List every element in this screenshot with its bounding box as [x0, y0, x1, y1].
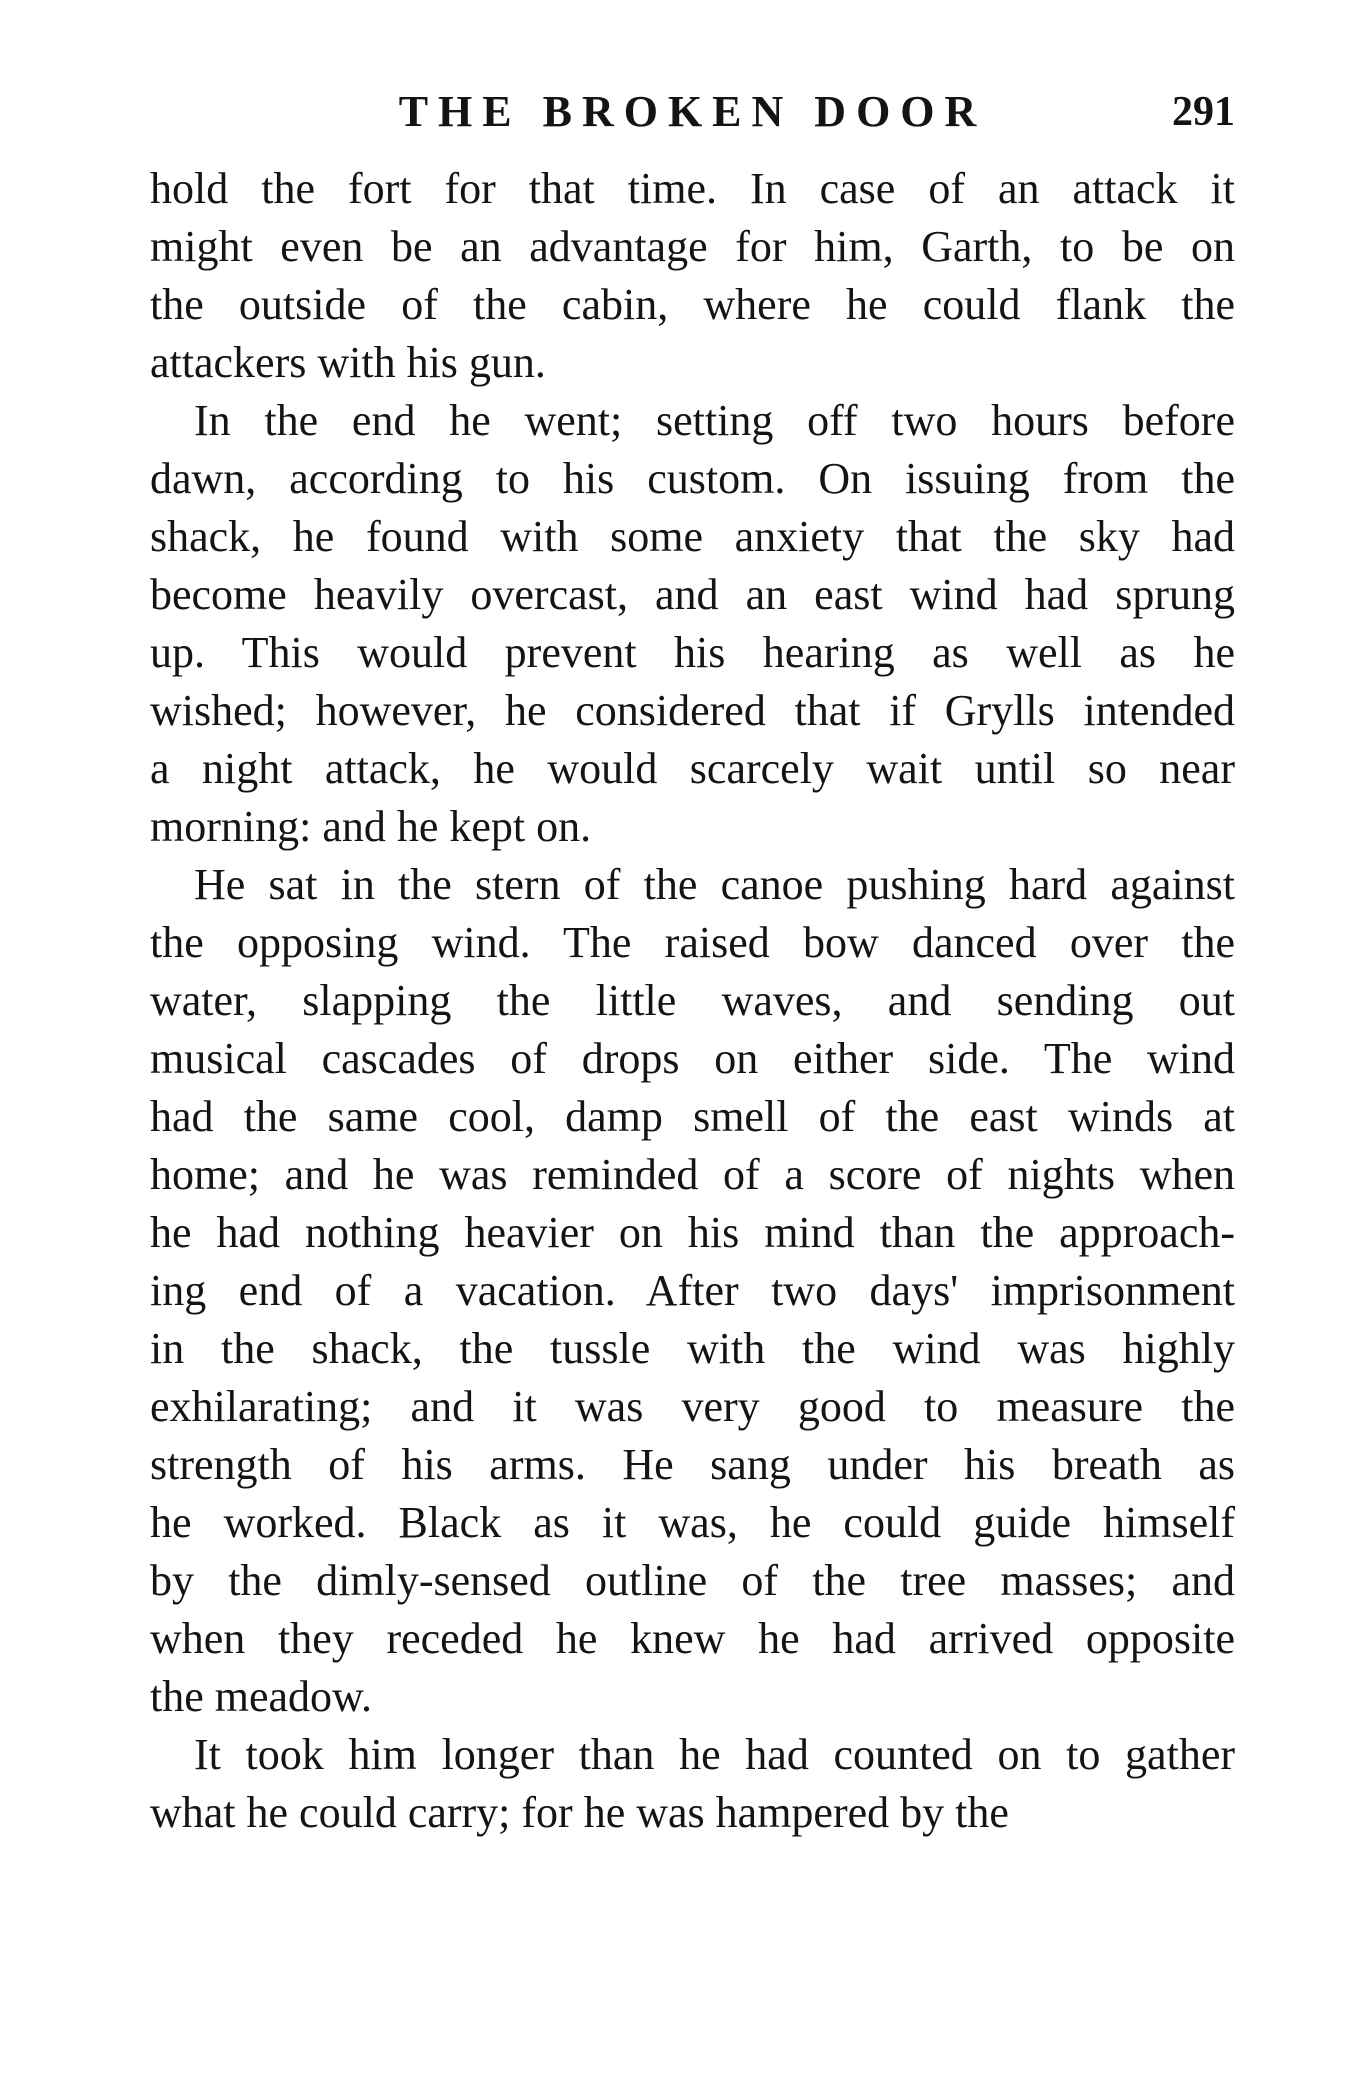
paragraph — [150, 392, 1235, 856]
paragraph — [150, 160, 1235, 392]
text-line: musical cascades of drops on either side. The wind — [150, 1034, 1235, 1083]
text-line: hold the fort for that time. In case of an attack it — [150, 164, 1235, 213]
text-line: had the same cool, damp smell of the east winds at — [150, 1092, 1235, 1141]
running-head — [150, 82, 1235, 142]
text-line: when they receded he knew he had arrived opposite — [150, 1614, 1235, 1663]
running-title: THE BROKEN DOOR — [398, 87, 987, 136]
paragraph — [150, 1726, 1235, 1842]
text-line: water, slapping the little waves, and sending out — [150, 976, 1235, 1025]
body-text — [150, 160, 1235, 1842]
text-line: in the shack, the tussle with the wind was highly — [150, 1324, 1235, 1373]
text-line: home; and he was reminded of a score of nights when — [150, 1150, 1235, 1199]
text-line: he had nothing heavier on his mind than the approach- — [150, 1208, 1235, 1257]
text-line: might even be an advantage for him, Garth, to be on — [150, 222, 1235, 271]
page-number: 291 — [1172, 89, 1235, 135]
text-line: become heavily overcast, and an east wind had sprung — [150, 570, 1235, 619]
text-line: exhilarating; and it was very good to measure the — [150, 1382, 1235, 1431]
text-line: In the end he went; setting off two hours before — [194, 396, 1235, 445]
text-line: what he could carry; for he was hampered by the — [150, 1788, 1009, 1837]
text-line: wished; however, he considered that if Grylls intended — [150, 686, 1235, 735]
paragraph — [150, 856, 1235, 1726]
text-line: the meadow. — [150, 1672, 372, 1721]
text-line: attackers with his gun. — [150, 338, 546, 387]
text-line: up. This would prevent his hearing as well as he — [150, 628, 1235, 677]
text-line: It took him longer than he had counted on to gather — [194, 1730, 1235, 1779]
text-line: the opposing wind. The raised bow danced over the — [150, 918, 1235, 967]
text-line: strength of his arms. He sang under his breath as — [150, 1440, 1235, 1489]
text-line: he worked. Black as it was, he could guide himself — [150, 1498, 1235, 1547]
text-line: dawn, according to his custom. On issuing from the — [150, 454, 1235, 503]
text-line: by the dimly-sensed outline of the tree masses; and — [150, 1556, 1235, 1605]
text-line: shack, he found with some anxiety that the sky had — [150, 512, 1235, 561]
text-line: morning: and he kept on. — [150, 802, 592, 851]
text-line: the outside of the cabin, where he could flank the — [150, 280, 1235, 329]
text-line: He sat in the stern of the canoe pushing hard against — [194, 860, 1235, 909]
text-line: a night attack, he would scarcely wait until so near — [150, 744, 1235, 793]
text-line: ing end of a vacation. After two days' imprisonment — [150, 1266, 1235, 1315]
